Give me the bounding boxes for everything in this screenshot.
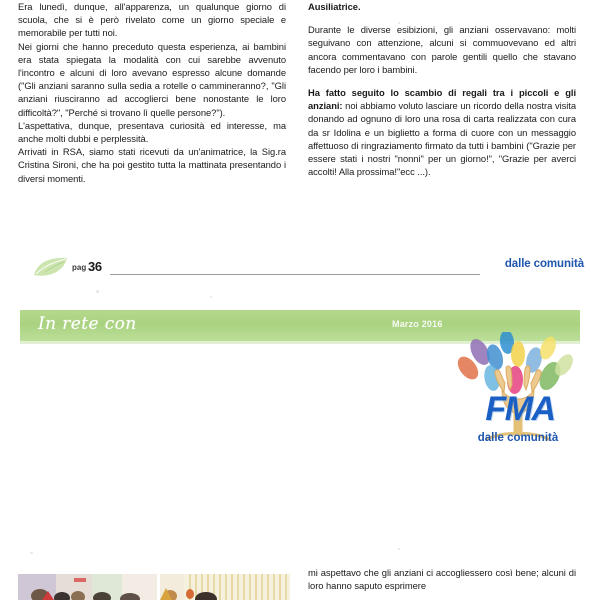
article-left-column [18, 0, 286, 185]
highlight-lead: Ha fatto seguito lo scambio di regali tra i piccoli e gli anziani: [308, 87, 576, 112]
paragraph: Nei giorni che hanno preceduto questa esperienza, ai bambini era stata spiegata la modalità con cui sarebbe avvenuto l'incontro e alcuni di loro avevano espresso alcune domande ("Gli anziani saranno sulla sedia a rotelle o cammineranno?, "Gli anziani riusciranno ad accoglierci bene nonostante le loro difficoltà?", "Perché si trovano lì quelle persone?"). [18, 40, 286, 118]
publication-title: In rete con [38, 314, 137, 334]
page-number: 36 [88, 259, 102, 274]
photo-children-with-elderly [18, 574, 157, 600]
paragraph: L'aspettativa, dunque, presentava curiosità ed interesse, ma anche molti dubbi e perplessità. [18, 119, 286, 145]
cutoff-heading: Ausiliatrice. [308, 1, 361, 12]
logo-wordmark: FMA [485, 390, 555, 428]
paragraph: Era lunedì, dunque, all'apparenza, un qualunque giorno di scuola, che si è però rivelato come un giorno speciale e memorabile per tutti noi. [18, 1, 286, 39]
paragraph: Durante le diverse esibizioni, gli anziani osservavano: molti seguivano con attenzione, alcuni si commuovevano ed altri ancora commentavano con parole gentili quello che stavano facendo per loro i bambini. [308, 24, 576, 75]
article-right-column [308, 0, 576, 178]
footer-divider [110, 274, 480, 275]
scan-speckle [398, 548, 400, 550]
bottom-text-column [308, 566, 576, 592]
leaf-icon [33, 257, 69, 279]
logo-subtitle: dalle comunità [477, 432, 559, 444]
page-footer [0, 255, 600, 291]
footer-section-label: dalle comunità [504, 258, 584, 270]
scan-speckle [30, 552, 33, 554]
scan-speckle [210, 296, 212, 298]
scan-speckle [96, 290, 99, 293]
paragraph: mi aspettavo che gli anziani ci accogliessero così bene; alcuni di loro hanno saputo esprimere [308, 567, 576, 592]
article-body [0, 0, 600, 250]
fma-logo [452, 332, 584, 460]
scan-speckle [398, 22, 400, 24]
page-label: pag [72, 263, 87, 272]
highlight-paragraph [308, 86, 576, 178]
paragraph: Arrivati in RSA, siamo stati ricevuti da un'animatrice, la Sig.ra Cristina Sironi, che ha poi gestito tutta la mattinata presentando i diversi momenti. [18, 146, 286, 184]
photo-elderly-residents [160, 574, 290, 600]
highlight-rest: noi abbiamo voluto lasciare un ricordo della nostra visita donando ad ognuno di loro una rosa di carta realizzata con cura da sr Idolina e un biglietto a forma di cuore con un messaggio affettuoso di ringraziamento firmato da tutti i bambini ("Grazie per essere stati i nostri "nonni" per un giorno!", "Grazie per averci accolti! Alla prossima!"ecc ...). [308, 100, 576, 178]
issue-date: Marzo 2016 [392, 319, 443, 329]
